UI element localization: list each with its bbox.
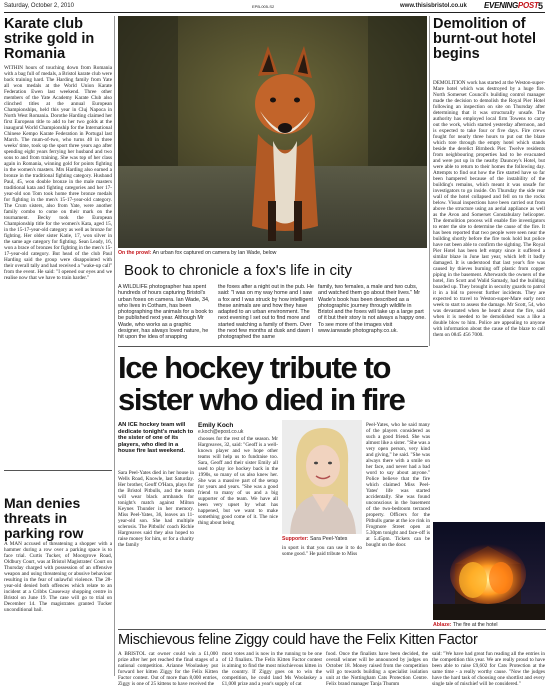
hockey-headline bbox=[118, 352, 433, 416]
fox-col-3: family, two females, a male and two cubs, and watched them go about their lives." Mr Wade's book has been described as a photographic journey through wildlife in Bristol and the foxes will take up a large part of it but their story is not always a happy one. To see more of the images visit www.ianwade photography.co.uk. bbox=[318, 284, 426, 335]
sara-photo-caption bbox=[282, 536, 364, 542]
fire-illustration bbox=[433, 522, 545, 620]
ziggy-headline: Mischievous feline Ziggy could have the Felix Kitten Factor bbox=[118, 632, 478, 648]
parking-headline: Man denies threats in parking row bbox=[4, 495, 84, 541]
hockey-col-1: Sara Peel-Yates died in her house in Wells Road, Knowle, last Saturday. Her brother, Geoff O'Hara, plays for the Bristol Pitbulls, and the team will wear black armbands for tonight's match against Milton Keynes Thunder in her memory. Miss Peel-Yates, 36, leaves an 11-year-old son. She had multiple sclerosis. The Pitbulls' coach Richie Hargreaves said they also hoped to raise money for him, or for a charity the family bbox=[118, 470, 194, 548]
ziggy-col-1: A BRISTOL cat owner could win a £1,000 prize after her pet reached the final stages of a national competition. Arianne Woolaskey put forward her kitten Ziggy for the Felix Kitten Factor contest. Out of more than 8,000 entries, Ziggy is one of 25 kittens to have received the bbox=[118, 651, 218, 687]
hockey-headline-line-2: sister who died in fire bbox=[118, 382, 405, 417]
hockey-col-3: in sport is that you can use it to do some good." He paid tribute to Miss bbox=[282, 545, 362, 557]
fox-caption-label: On the prowl: bbox=[118, 250, 152, 256]
sara-photo bbox=[282, 420, 362, 534]
byline-email: e.koch@epost.co.uk bbox=[198, 429, 244, 435]
karate-headline: Karate club strike gold in Romania bbox=[4, 16, 95, 62]
issue-date: Saturday, October 2, 2010 bbox=[4, 3, 74, 9]
ziggy-col-2: most votes and is now in the running to be one of 12 finalists. The Felix Kitten Factor contest is aiming to find the most mischievous kitten in the country. If Ziggy goes on to win the competition, he could land Ms Woolaskey a £1,000 prize and a year's supply of cat bbox=[222, 651, 322, 687]
header-rule bbox=[4, 12, 545, 13]
site-url: www.thisisbristol.co.uk bbox=[400, 3, 467, 9]
fox-headline: Book to chronicle a fox's life in city bbox=[124, 262, 352, 279]
karate-body: WITHIN hours of touching down from Romania with a bag full of medals, a Bristol karate club were back training hard. The Harding family from Yate all won medals at the World Union Karate Federation Ewen last weekend. Three other members of the Yate Academy Karate Club also clinched titles at the annual European Championships, held this year in Cluj Napoca in North West Romania. Dorothe Harding claimed her first European title to add to her two golds at the inaugural World Championship for the International Chinese Kempo Karate Federation in Portugal last March. The mum-of-two, who turns 40 in three weeks' time, took up the sport three years ago after spending eight years ferrying her husband and two sons to and from training. She was top of her class again in Romania, winning gold for points fighting in the women's masters. Mrs Harding also earned a bronze in the traditional fighting category. Husband Paul, 45, won double bronze in the male masters traditional kata and fighting categories and her 17-year-old son Tom took home three bronze medals for fighting in the men's 15-17-year-old category. The Crum sisters, also from Yate, were another family combo to come on their mark on the tournament. Becky took the European Championship title for the women's Kata, aged 15, in the 15-17-year-old category as well as bronze for fighting. Her older sister Katie, 17, won silver in the same age category for fighting. Sean Leady, 16, won a brace of bronzes for fighting in the men's 15-17-year-old category. But head of the club Paul Harding said the group were disappointed with their overall tally and had received a "wake-up call" from the event. He said: "I opened our eyes and we realise now that we have to train harder." bbox=[4, 65, 112, 281]
ziggy-col-3: food. Once the finalists have been decided, the overall winner will be announced by judges on October 18. Money raised from the competition will go towards building a specialist isolation unit at the Nottingham Cats Protection Centre. Felix brand manager Tanja Thumm bbox=[326, 651, 428, 687]
fox-col-1: A WILDLIFE photographer has spent hundreds of hours capturing Bristol's urban foxes on camera. Ian Wade, 34, who lives in Cotham, has been photographing the animals for a book to be published next year. Although Mr Wade, who works as a graphic designer, has always loved nature, he hit upon the idea of snapping bbox=[118, 284, 213, 341]
fox-photo-caption bbox=[118, 250, 427, 256]
fox-caption-text: An urban fox captured on camera by Ian Wade, below bbox=[152, 250, 277, 256]
hockey-col-2: chooses for the rest of the season. Mr Hargreaves, 32, said: "Geoff is a well-known player and we hope other teams will help us to fundraise too. Sara, Geoff and their sister Emily all used to play ice hockey back in the 1990s, so many of us also knew her. She was a massive part of the setup for years and years. "She was a good friend to many of us and a big supporter of the team. We have all been very upset by what has happened, but we want to make something good come of it. The nice thing about being bbox=[198, 436, 278, 526]
hockey-standfirst: AN ICE hockey team will dedicate tonight's match to the sister of one of its players, who died in a house fire last weekend. bbox=[118, 422, 194, 455]
masthead-logo bbox=[484, 1, 539, 10]
demolition-body: DEMOLITION work has started at the Weston-super-Mare hotel which was destroyed by a huge fire. North Somerset Council's building control manager made the decision to demolish the Royal Pier Hotel following an inspection on site on Thursday after determining that it was structurally unsafe. The authority has employed local firm Towens to carry out the work, which started yesterday afternoon, and is expected to take four or five days. Fire crews fought for nearly three hours to put out the blaze which tore through the empty hotel which stands beside the derelict Birnbeck Pier. Twelve residents from neighbouring properties had to be evacuated and were put up in the nearby Dauncey's Hotel, but were able to return to their homes the following day. Attempts to find out how the fire started have so far been hampered because of the instability of the building's remains, which meant it was unsafe for investigators to go inside. On Thursday the side rear wall of the hotel collapsed and fell on to the rocks below. Visual inspections have been carried out from above the structure using an aerial appliance as well as the Avon and Somerset Constabulary helicopter. The demolition process will enable fire investigators to enter the site to determine the cause of the fire. It has been reported that two people were seen near the building shortly before the fire took hold but police have not been able to confirm the sighting. The Royal Pier Hotel has been left empty since it suffered a similar blaze in June last year, which left it badly damaged. It is understood that last year's fire was caused by thieves burning off plastic from copper piping in the basement. Afterwards the owners of the hotel, Jim Scott and Walid Samady, had the building boarded up. They brought in security guards to patrol it in a bid to prevent further incidents. They are expected to travel to Weston-super-Mare early next week to start to assess the damage. Mr Scott, 54, who was devastated when he heard about the fire, said when it is needed to be demolished was a like a double blow to him. Police are appealing to anyone with information about the cause of the blaze to call them on 0845 456 7000. bbox=[433, 80, 545, 338]
sara-caption-label: Supporter: bbox=[282, 536, 309, 542]
masthead-post: POST bbox=[517, 1, 539, 10]
col-rule-left bbox=[114, 16, 115, 676]
page-number: 5 bbox=[538, 1, 544, 11]
blaze-caption-text: The fire at the hotel bbox=[452, 622, 498, 628]
hockey-byline bbox=[198, 422, 278, 435]
hockey-col-4: Peel-Yates, who he said many of the players considered as such a good friend. She was almost like a sister. "She was a very open person, very kind and giving," he said. "She was always there with a smile on her face, and never had a bad word to say about anyone." Police believe that the fire which claimed Miss Peel-Yates' life was started accidentally. She was found unconscious in the basement of the two-bedroom terraced property. Officers for the Pitbulls game at the ice rink in Frogmore Street open at 5.30pm tonight and face-off is at 5.45pm. Tickets can be bought on the door. bbox=[366, 422, 430, 548]
ziggy-col-4: said: "We have had great fun reading all the entries in the competition this year. We are really proud to have been able to raise £9,602 for Cats Protection at the same time - a really worthy cause. "Now the judges have the hard task of choosing one shortlist and every single tale of mischief will be considered." bbox=[432, 651, 545, 687]
sara-caption-text: Sara Peel-Yates bbox=[309, 536, 348, 542]
fox-illustration bbox=[118, 16, 427, 248]
blaze-photo bbox=[433, 522, 545, 620]
left-divider bbox=[4, 470, 112, 471]
hockey-top-rule bbox=[118, 346, 428, 347]
blaze-caption bbox=[433, 622, 545, 628]
demolition-headline: Demolition of burnt-out hotel begins bbox=[433, 16, 537, 62]
parking-body: A MAN accused of threatening a shopper with a hammer during a row over a parking space is to face trial. Curtis Tucker, of Moorgrove Road, Oldbury Court, was at Bristol Magistrates' Court on Thursday charged with possession of an offensive weapon and using threatening or abusive behaviour resulting in the fear of unlawful violence. The 28-year-old denied both offences which relate to an incident at a Cribbs Causeway shopping centre in Bristol on June 19. The case will go to trial on December 14. The magistrates granted Tucker unconditional bail. bbox=[4, 541, 112, 613]
hockey-headline-line-1: Ice hockey tribute to bbox=[118, 350, 391, 385]
byline-name: Emily Koch bbox=[198, 422, 234, 429]
blaze-caption-label: Ablaze: bbox=[433, 622, 452, 628]
masthead-evening: EVENING bbox=[484, 1, 518, 10]
col-rule-right bbox=[429, 16, 430, 346]
fox-col-2: the foxes after a night out in the pub. He said: "I was on my way home and I saw a fox and I was struck by how intelligent these animals are and how they have adapted to an urban environment. The next evening I set out to find more and started watching a family of them. Over the next few months at dusk and dawn I photographed the same bbox=[218, 284, 314, 341]
fox-photo bbox=[118, 16, 427, 248]
portrait-illustration bbox=[282, 420, 362, 534]
page-code: EPB-005-S2 bbox=[252, 4, 275, 9]
ziggy-top-rule bbox=[118, 629, 546, 630]
